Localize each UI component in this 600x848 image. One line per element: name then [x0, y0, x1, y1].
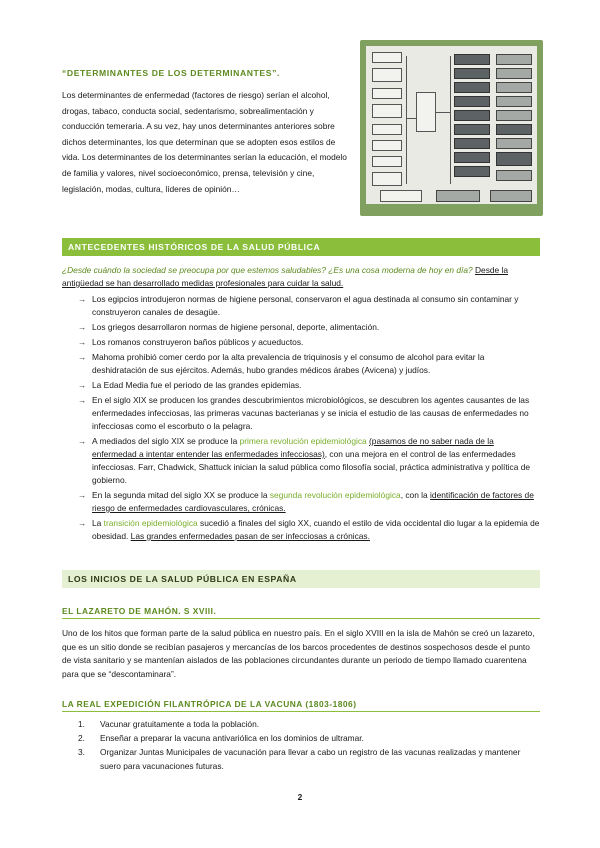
list-item-text: Enseñar a preparar la vacuna antivariólica en los dominios de ultramar. [100, 733, 364, 744]
figure-box [454, 96, 490, 107]
figure-box [496, 170, 532, 181]
figure-bracket [406, 56, 407, 184]
list-item-text: Los griegos desarrollaron normas de higiene personal, deporte, alimentación. [92, 322, 380, 332]
antecedentes-question: ¿Desde cuándo la sociedad se preocupa por que estemos saludables? ¿Es una cosa moderna de hoy en día? [62, 265, 473, 275]
figure-connector [406, 118, 416, 119]
underlined-text: Las grandes enfermedades pasan de ser infecciosas a crónicas. [130, 531, 370, 541]
highlight-term: primera revolución epidemiológica [239, 436, 367, 446]
figure-box [490, 190, 532, 202]
list-item-text: Los egipcios introdujeron normas de higiene personal, conservaron el agua destinada al consumo sin contaminar y construyeron canales de desagüe. [92, 294, 519, 317]
list-number: 3. [78, 747, 85, 758]
figure-box [454, 138, 490, 149]
expedicion-heading: LA REAL EXPEDICIÓN FILANTRÓPICA DE LA VACUNA (1803-1806) [62, 699, 540, 712]
page-number: 2 [297, 792, 303, 802]
determinants-figure-photo [360, 40, 543, 216]
figure-box [372, 124, 402, 135]
list-item-text: La [92, 518, 104, 528]
list-item-text: Organizar Juntas Municipales de vacunación para llevar a cabo un registro de las vacunas realizadas y mantener suero para vacunaciones futuras. [100, 747, 521, 771]
figure-box [496, 124, 532, 135]
intro-title: “DETERMINANTES DE LOS DETERMINANTES”. [62, 68, 280, 78]
list-item [78, 379, 540, 392]
figure-bracket [450, 56, 451, 184]
list-item [78, 732, 540, 745]
inicios-heading: LOS INICIOS DE LA SALUD PÚBLICA EN ESPAÑA [62, 570, 540, 588]
expedicion-list [78, 718, 540, 774]
figure-box [372, 156, 402, 167]
list-item-text: , con la [400, 490, 431, 500]
figure-box [496, 54, 532, 65]
list-item [78, 718, 540, 731]
figure-box [496, 96, 532, 107]
figure-box [372, 104, 402, 118]
list-item-text: En el siglo XIX se producen los grandes descubrimientos microbiológicos, se descubren los agentes causantes de las enfermedades infecciosas, las primeras vacunas bacterianas y se inicia el estudio de las causas de enfermedades no infecciosas como el escorbuto o la pelagra. [92, 395, 530, 431]
list-item-text: sucedió a finales del siglo XX, cuando el estilo de vida occidental dio lugar a la epidemia de obesidad. [92, 518, 540, 541]
antecedentes-answer: Desde la antigüedad se han desarrollado medidas profesionales para cuidar la salud. [62, 265, 509, 288]
list-item [78, 435, 540, 487]
figure-box [454, 152, 490, 163]
list-item-text: A mediados del siglo XIX se produce la [92, 436, 240, 446]
list-item [78, 517, 540, 543]
lazareto-heading: EL LAZARETO DE MAHÓN. S XVIII. [62, 606, 540, 619]
arrow-icon: → [78, 322, 87, 332]
figure-box [454, 166, 490, 177]
figure-box [496, 68, 532, 79]
list-item [78, 351, 540, 377]
lazareto-paragraph: Uno de los hitos que forman parte de la salud pública en nuestro país. En el siglo XVIII en la isla de Mahón se creó un lazareto, que es un sitio donde se recibían pasajeros y mercancías de los barcos procedentes de destinos sospechosos desde el punto de vista sanitario y se mantenían aislados de las poblaciones circundantes durante un periodo de tiempo llamado cuarentena para que se “descontaminara”. [62, 628, 535, 679]
figure-box [380, 190, 422, 202]
arrow-icon: → [78, 337, 87, 347]
antecedentes-list [78, 293, 540, 545]
list-item [78, 746, 540, 772]
antecedentes-heading: ANTECEDENTES HISTÓRICOS DE LA SALUD PÚBLICA [62, 238, 540, 256]
figure-box [454, 124, 490, 135]
arrow-icon: → [78, 294, 87, 304]
list-item [78, 489, 540, 515]
list-item-text: , con una mejora en el control de las enfermedades infecciosas. Farr, Chadwick, Shattuck inician la salud pública como filosofía social, práctica administrativa y política de gobierno. [92, 449, 531, 485]
list-item-text: La Edad Media fue el periodo de las grandes epidemias. [92, 380, 302, 390]
figure-box [496, 152, 532, 166]
figure-box [496, 82, 532, 93]
underlined-text: (pasamos de no saber nada de la enfermedad a intentar entender las enfermedades infecciosas) [92, 436, 494, 459]
figure-arrow [436, 112, 450, 113]
list-number: 1. [78, 719, 85, 729]
figure-box [372, 140, 402, 151]
figure-box [372, 52, 402, 63]
list-item [78, 293, 540, 319]
arrow-icon: → [78, 436, 87, 446]
arrow-icon: → [78, 395, 87, 405]
list-item [78, 321, 540, 334]
figure-box [436, 190, 480, 202]
figure-paper [366, 46, 537, 204]
arrow-icon: → [78, 518, 87, 528]
list-item-text: Los romanos construyeron baños públicos y acueductos. [92, 337, 304, 347]
antecedentes-intro [62, 264, 540, 290]
figure-box [372, 172, 402, 186]
figure-box [372, 68, 402, 82]
figure-box [496, 138, 532, 149]
figure-box [372, 88, 402, 99]
arrow-icon: → [78, 490, 87, 500]
figure-center-box [416, 92, 436, 132]
highlight-term: transición epidemiológica [103, 518, 198, 528]
list-item-text: En la segunda mitad del siglo XX se produce la [92, 490, 270, 500]
figure-box [454, 82, 490, 93]
figure-box [496, 110, 532, 121]
highlight-term: segunda revolución epidemiológica [269, 490, 401, 500]
list-item [78, 336, 540, 349]
figure-box [454, 110, 490, 121]
arrow-icon: → [78, 380, 87, 390]
figure-box [454, 68, 490, 79]
intro-paragraph: Los determinantes de enfermedad (factores de riesgo) serían el alcohol, drogas, tabaco, conducta social, sedentarismo, sobrealimentación y conducción temeraria. A su vez, hay unos determinantes anteriores sobre dichos determinantes, los que determinan que se adopten esos estilos de vida. Los determinantes de los determinantes serían la educación, el modelo de familia y valores, nivel socioeconómico, prensa, televisión y cine, legislación, modas, cultura, líderes de opinión… [62, 90, 347, 194]
list-item-text: Mahoma prohibió comer cerdo por la alta prevalencia de triquinosis y el consumo de alcohol para evitar la deshidratación de sus ejércitos. Además, hubo grandes médicos árabes (Avicena) y judíos. [92, 352, 485, 375]
underlined-text: identificación de factores de riesgo de enfermedades cardiovasculares, crónicas. [92, 490, 534, 513]
list-number: 2. [78, 733, 85, 744]
list-item-text: Vacunar gratuitamente a toda la población. [100, 719, 260, 729]
arrow-icon: → [78, 352, 87, 362]
figure-box [454, 54, 490, 65]
list-item [78, 394, 540, 433]
